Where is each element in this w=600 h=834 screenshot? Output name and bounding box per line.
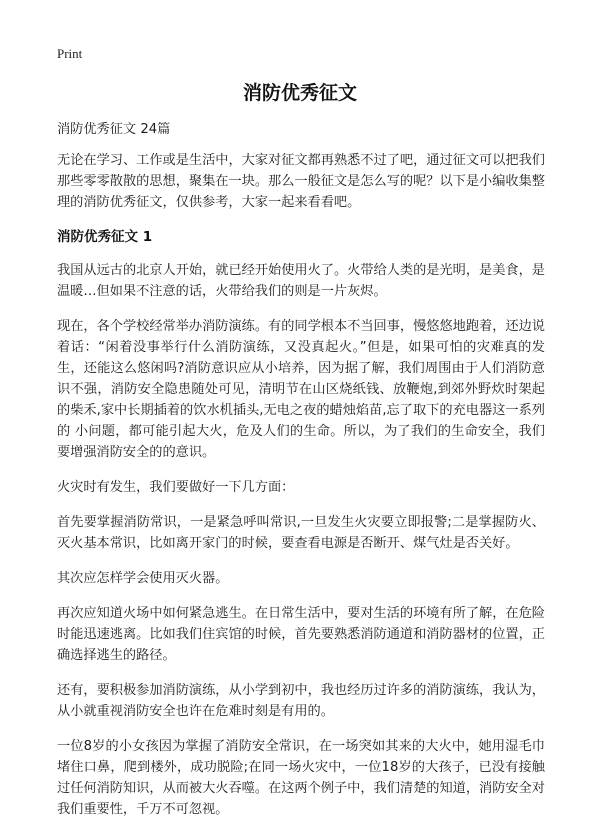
body-paragraph: 我国从远古的北京人开始，就已经开始使用火了。火带给人类的是光明，是美食，是温暖…但如果不注意的话，火带给我们的则是一片灰烬。	[57, 263, 545, 299]
article-body	[57, 119, 545, 834]
intro-paragraph: 无论在学习、工作或是生活中，大家对征文都再熟悉不过了吧，通过征文可以把我们那些零零散散的思想，聚集在一块。那么一般征文是怎么写的呢？以下是小编收集整理的消防优秀征文，仅供参考，大家一起来看看吧。	[57, 153, 545, 210]
body-paragraph: 还有，要积极参加消防演练，从小学到初中，我也经历过许多的消防演练，我认为，从小就重视消防安全也许在危难时刻是有用的。	[57, 683, 545, 719]
page-title: 消防优秀征文	[242, 82, 357, 104]
body-paragraph: 现在，各个学校经常举办消防演练。有的同学根本不当回事，慢悠悠地跑着，还边说着话：“闲着没事举行什么消防演练，又没真起火。”但是，如果可怕的灾难真的发生，还能这么悠闲吗?消防意识应从小培养，因为据了解，我们周围由于人们消防意识不强，消防安全隐患随处可见，清明节在山区烧纸钱、放鞭炮,到郊外野炊时架起的柴禾,家中长期插着的饮水机插头,无电之夜的蜡烛焰苗,忘了取下的充电器这一系列的 小问题，都可能引起大火，危及人们的生命。所以，为了我们的生命安全，我们要增强消防安全的的意识。	[57, 319, 545, 460]
article-subtitle: 消防优秀征文 24篇	[57, 122, 171, 137]
section-heading: 消防优秀征文 1	[57, 229, 153, 245]
body-paragraph: 其次应怎样学会使用灭火器。	[57, 571, 229, 586]
body-paragraph: 一位8岁的小女孩因为掌握了消防安全常识，在一场突如其来的大火中，她用湿毛巾堵住口鼻，爬到楼外，成功脱险;在同一场火灾中，一位18岁的大孩子，已没有接触过任何消防知识，从而被大火吞噬。在这两个例子中，我们清楚的知道，消防安全对我们重要性，千万不可忽视。	[57, 739, 545, 817]
print-link[interactable]: Print	[57, 46, 83, 61]
body-paragraph: 首先要掌握消防常识，一是紧急呼叫常识,一旦发生火灾要立即报警;二是掌握防火、灭火基本常识，比如离开家门的时候，要查看电源是否断开、煤气灶是否关好。	[57, 515, 545, 551]
body-paragraph: 火灾时有发生，我们要做好一下几方面：	[57, 480, 295, 495]
body-paragraph: 再次应知道火场中如何紧急逃生。在日常生活中，要对生活的环境有所了解，在危险时能迅速逃离。比如我们住宾馆的时候，首先要熟悉消防通道和消防器材的位置，正确选择逃生的路径。	[57, 606, 545, 663]
